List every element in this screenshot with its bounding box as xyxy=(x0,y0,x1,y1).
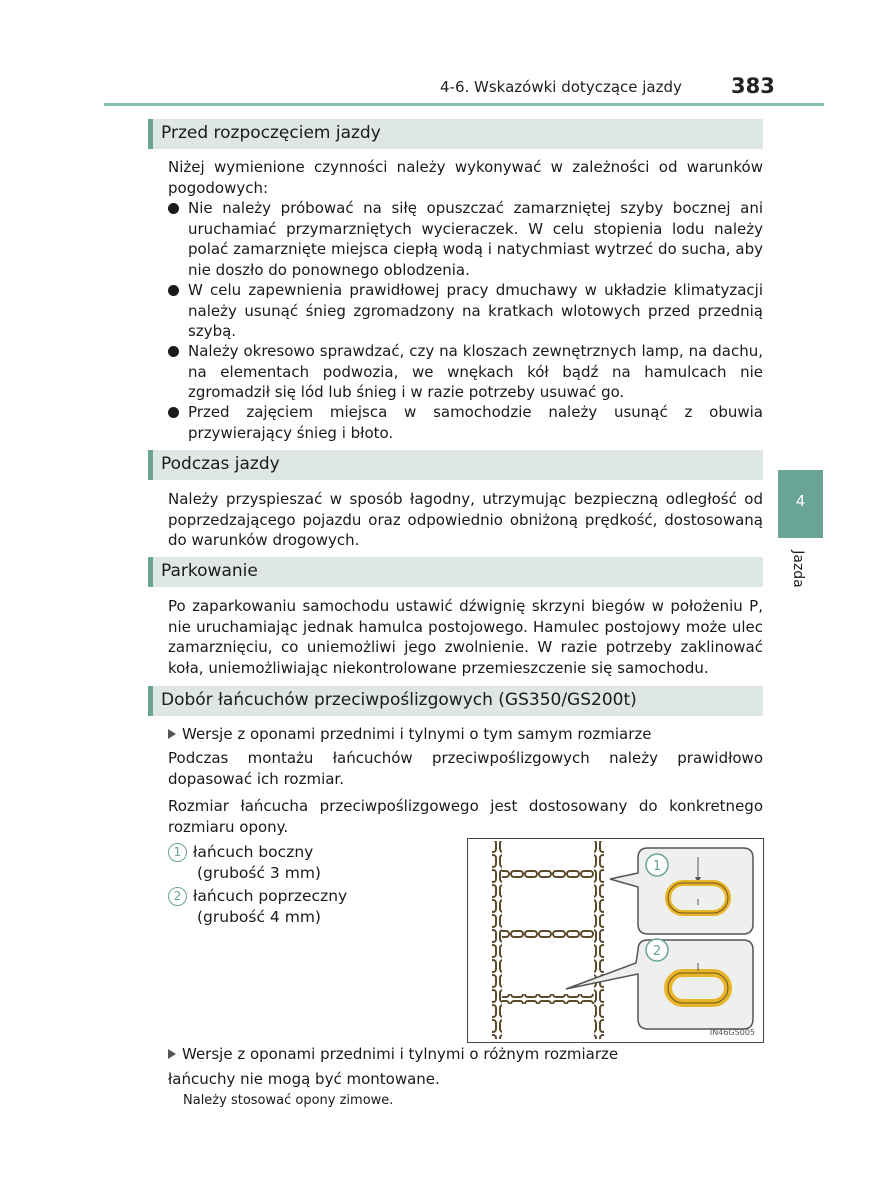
figure-code: IN46GS005 xyxy=(709,1028,755,1037)
chain-item-1 xyxy=(168,842,313,863)
winter-tire-note: Należy stosować opony zimowe. xyxy=(183,1093,394,1108)
page-number: 383 xyxy=(731,74,775,98)
cross-chain xyxy=(502,870,594,880)
section-heading-before-driving xyxy=(148,119,763,149)
svg-text:2: 2 xyxy=(652,944,662,959)
chains-paragraph-1: Podczas montażu łańcuchów przeciwpoślizgowych należy prawidłowo dopasować ich rozmiar. xyxy=(168,749,763,788)
cross-chain xyxy=(502,929,594,939)
parking-text: Po zaparkowaniu samochodu ustawić dźwignię skrzyni biegów w położeniu P, nie uruchamiając jednak hamulca postojowego. Hamulec postojowy może ulec zamarznięciu, co uniemożliwi jego zwolnienie. W razie potrzeby zaklinować koła, uniemożliwiając niekontrolowane przemieszczenie się samochodu. xyxy=(168,597,763,677)
while-driving-text: Należy przyspieszać w sposób łagodny, utrzymując bezpieczną odległość od poprzedzającego pojazdu oraz odpowiednio obniżoną prędkość, dostosowaną do warunków drogowych. xyxy=(168,490,763,549)
circled-number-1-icon: 1 xyxy=(168,843,187,862)
header-divider xyxy=(104,103,824,106)
section-heading-text: Parkowanie xyxy=(161,561,258,581)
callout-1-frame xyxy=(610,848,753,934)
same-size-subheading-text: Wersje z oponami przednimi i tylnymi o tym samym rozmiarze xyxy=(182,725,652,743)
before-driving-bullet xyxy=(168,402,763,443)
chain-item-2-detail: (grubość 4 mm) xyxy=(197,908,321,926)
bullet-icon xyxy=(168,203,179,214)
section-heading-parking xyxy=(148,557,763,587)
cross-chain xyxy=(502,994,594,1004)
section-heading-text: Podczas jazdy xyxy=(161,454,280,474)
side-chain-right xyxy=(594,841,604,1039)
before-driving-bullet xyxy=(168,198,763,280)
triangle-bullet-icon xyxy=(168,729,176,739)
bullet-icon xyxy=(168,407,179,418)
section-heading-accent xyxy=(148,686,153,716)
section-heading-text: Przed rozpoczęciem jazdy xyxy=(161,123,381,143)
diff-size-text: łańcuchy nie mogą być montowane. xyxy=(168,1070,440,1088)
chapter-tab-label xyxy=(783,545,813,595)
bullet-text: W celu zapewnienia prawidłowej pracy dmuchawy w układzie klimatyzacji należy usunąć śnieg zgromadzony na kratkach wlotowych przed przednią szybą. xyxy=(188,281,763,340)
before-driving-bullet xyxy=(168,280,763,342)
side-chain-left xyxy=(492,841,502,1039)
section-heading-text: Dobór łańcuchów przeciwpoślizgowych (GS350/GS200t) xyxy=(161,690,637,710)
circled-number-2-icon: 2 xyxy=(168,887,187,906)
section-heading-accent xyxy=(148,450,153,480)
before-driving-intro: Niżej wymienione czynności należy wykonywać w zależności od warunków pogodowych: xyxy=(168,158,763,197)
chain-item-name: łańcuch boczny xyxy=(193,843,314,861)
bullet-icon xyxy=(168,346,179,357)
chains-paragraph-2: Rozmiar łańcucha przeciwpoślizgowego jest dostosowany do konkretnego rozmiaru opony. xyxy=(168,797,763,836)
bullet-text: Należy okresowo sprawdzać, czy na kloszach zewnętrznych lamp, na dachu, na elementach podwozia, we wnękach kół bądź na hamulcach nie zgromadził się lód lub śnieg i w razie potrzeby usuwać go. xyxy=(188,342,763,401)
chapter-tab xyxy=(778,470,823,538)
chain-item-2 xyxy=(168,886,347,907)
section-heading-while-driving xyxy=(148,450,763,480)
chain-item-1-detail: (grubość 3 mm) xyxy=(197,864,321,882)
snow-chain-illustration xyxy=(467,838,764,1043)
section-heading-accent xyxy=(148,119,153,149)
running-header-title: 4-6. Wskazówki dotyczące jazdy xyxy=(440,78,682,96)
chapter-tab-label-text: Jazda xyxy=(789,550,806,588)
bullet-text: Przed zajęciem miejsca w samochodzie należy usunąć z obuwia przywierający śnieg i błoto. xyxy=(188,403,763,442)
same-size-subheading xyxy=(168,724,652,744)
diff-size-subheading xyxy=(168,1044,618,1064)
snow-chain-drawing xyxy=(468,839,763,1042)
chapter-tab-number: 4 xyxy=(795,492,806,510)
chain-item-name: łańcuch poprzeczny xyxy=(193,887,348,905)
section-heading-chains xyxy=(148,686,763,716)
bullet-text: Nie należy próbować na siłę opuszczać zamarzniętej szyby bocznej ani uruchamiać przymarzniętych wycieraczek. W celu stopienia lodu należy polać zamarznięte miejsca ciepłą wodą i natychmiast wytrzeć do sucha, aby nie doszło do ponownego oblodzenia. xyxy=(188,199,763,279)
bullet-icon xyxy=(168,285,179,296)
diff-size-subheading-text: Wersje z oponami przednimi i tylnymi o różnym rozmiarze xyxy=(182,1045,619,1063)
svg-text:1: 1 xyxy=(652,859,662,874)
triangle-bullet-icon xyxy=(168,1049,176,1059)
before-driving-bullet xyxy=(168,341,763,403)
section-heading-accent xyxy=(148,557,153,587)
